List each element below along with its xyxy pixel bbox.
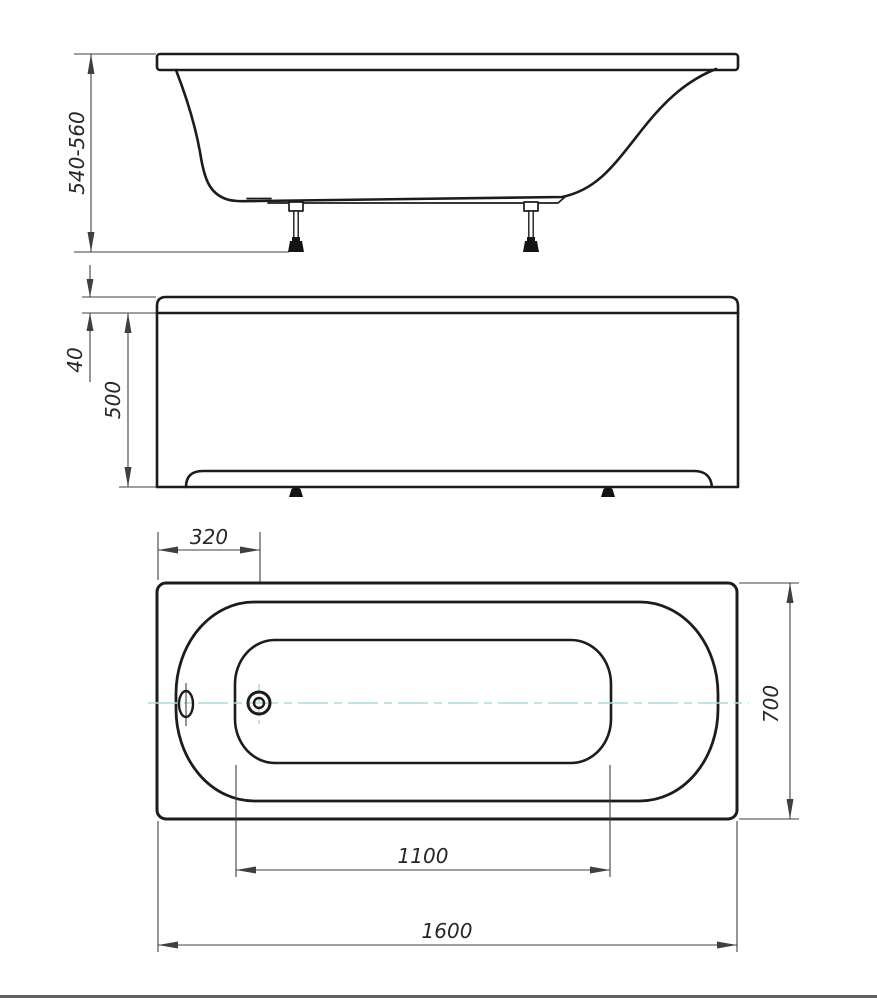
leg-side-left: [288, 202, 304, 252]
leg-side-right: [523, 202, 539, 252]
arrowhead-icon: [125, 313, 132, 333]
top-outer-rim: [157, 583, 737, 819]
arrowhead-icon: [787, 799, 794, 819]
arrowhead-icon: [236, 867, 256, 874]
arrowhead-icon: [240, 547, 260, 554]
leg-foot-icon: [289, 488, 303, 498]
leg-stem: [529, 211, 533, 238]
dim-overall-width-label: 700: [759, 684, 783, 724]
dim-bottom-length-label: 1100: [397, 844, 449, 868]
top-view: [148, 525, 799, 952]
arrowhead-icon: [87, 279, 94, 297]
dim-overall-length-label: 1600: [421, 919, 473, 943]
leg-stem: [294, 211, 298, 238]
arrowhead-icon: [787, 583, 794, 603]
dim-overall-length: [158, 821, 737, 952]
dim-rim-thickness: [63, 265, 156, 382]
rim-side: [157, 54, 738, 70]
dim-overall-width: [739, 583, 799, 819]
leg-bracket: [524, 202, 538, 211]
arrowhead-icon: [717, 942, 737, 949]
side-view: [65, 54, 738, 252]
leg-foot-icon: [601, 488, 615, 498]
leg-foot-icon: [523, 241, 539, 252]
arrowhead-icon: [88, 232, 95, 252]
dim-drain-offset-label: 320: [189, 525, 229, 549]
dim-side-height: [65, 54, 289, 252]
arrowhead-icon: [158, 942, 178, 949]
leg-foot-icon: [288, 241, 304, 252]
arrowhead-icon: [87, 313, 94, 331]
bathtub-side-profile: [176, 69, 716, 201]
arrowhead-icon: [590, 867, 610, 874]
arrowhead-icon: [88, 54, 95, 74]
arrowhead-icon: [158, 547, 178, 554]
arrowhead-icon: [125, 467, 132, 487]
leg-bracket: [289, 202, 303, 211]
front-view: [63, 265, 738, 497]
dim-rim-thickness-label: 40: [63, 347, 87, 373]
dim-apron-height: [101, 313, 156, 487]
front-panel: [157, 297, 738, 487]
dim-apron-height-label: 500: [101, 380, 125, 420]
dim-side-height-label: 540-560: [65, 111, 89, 195]
